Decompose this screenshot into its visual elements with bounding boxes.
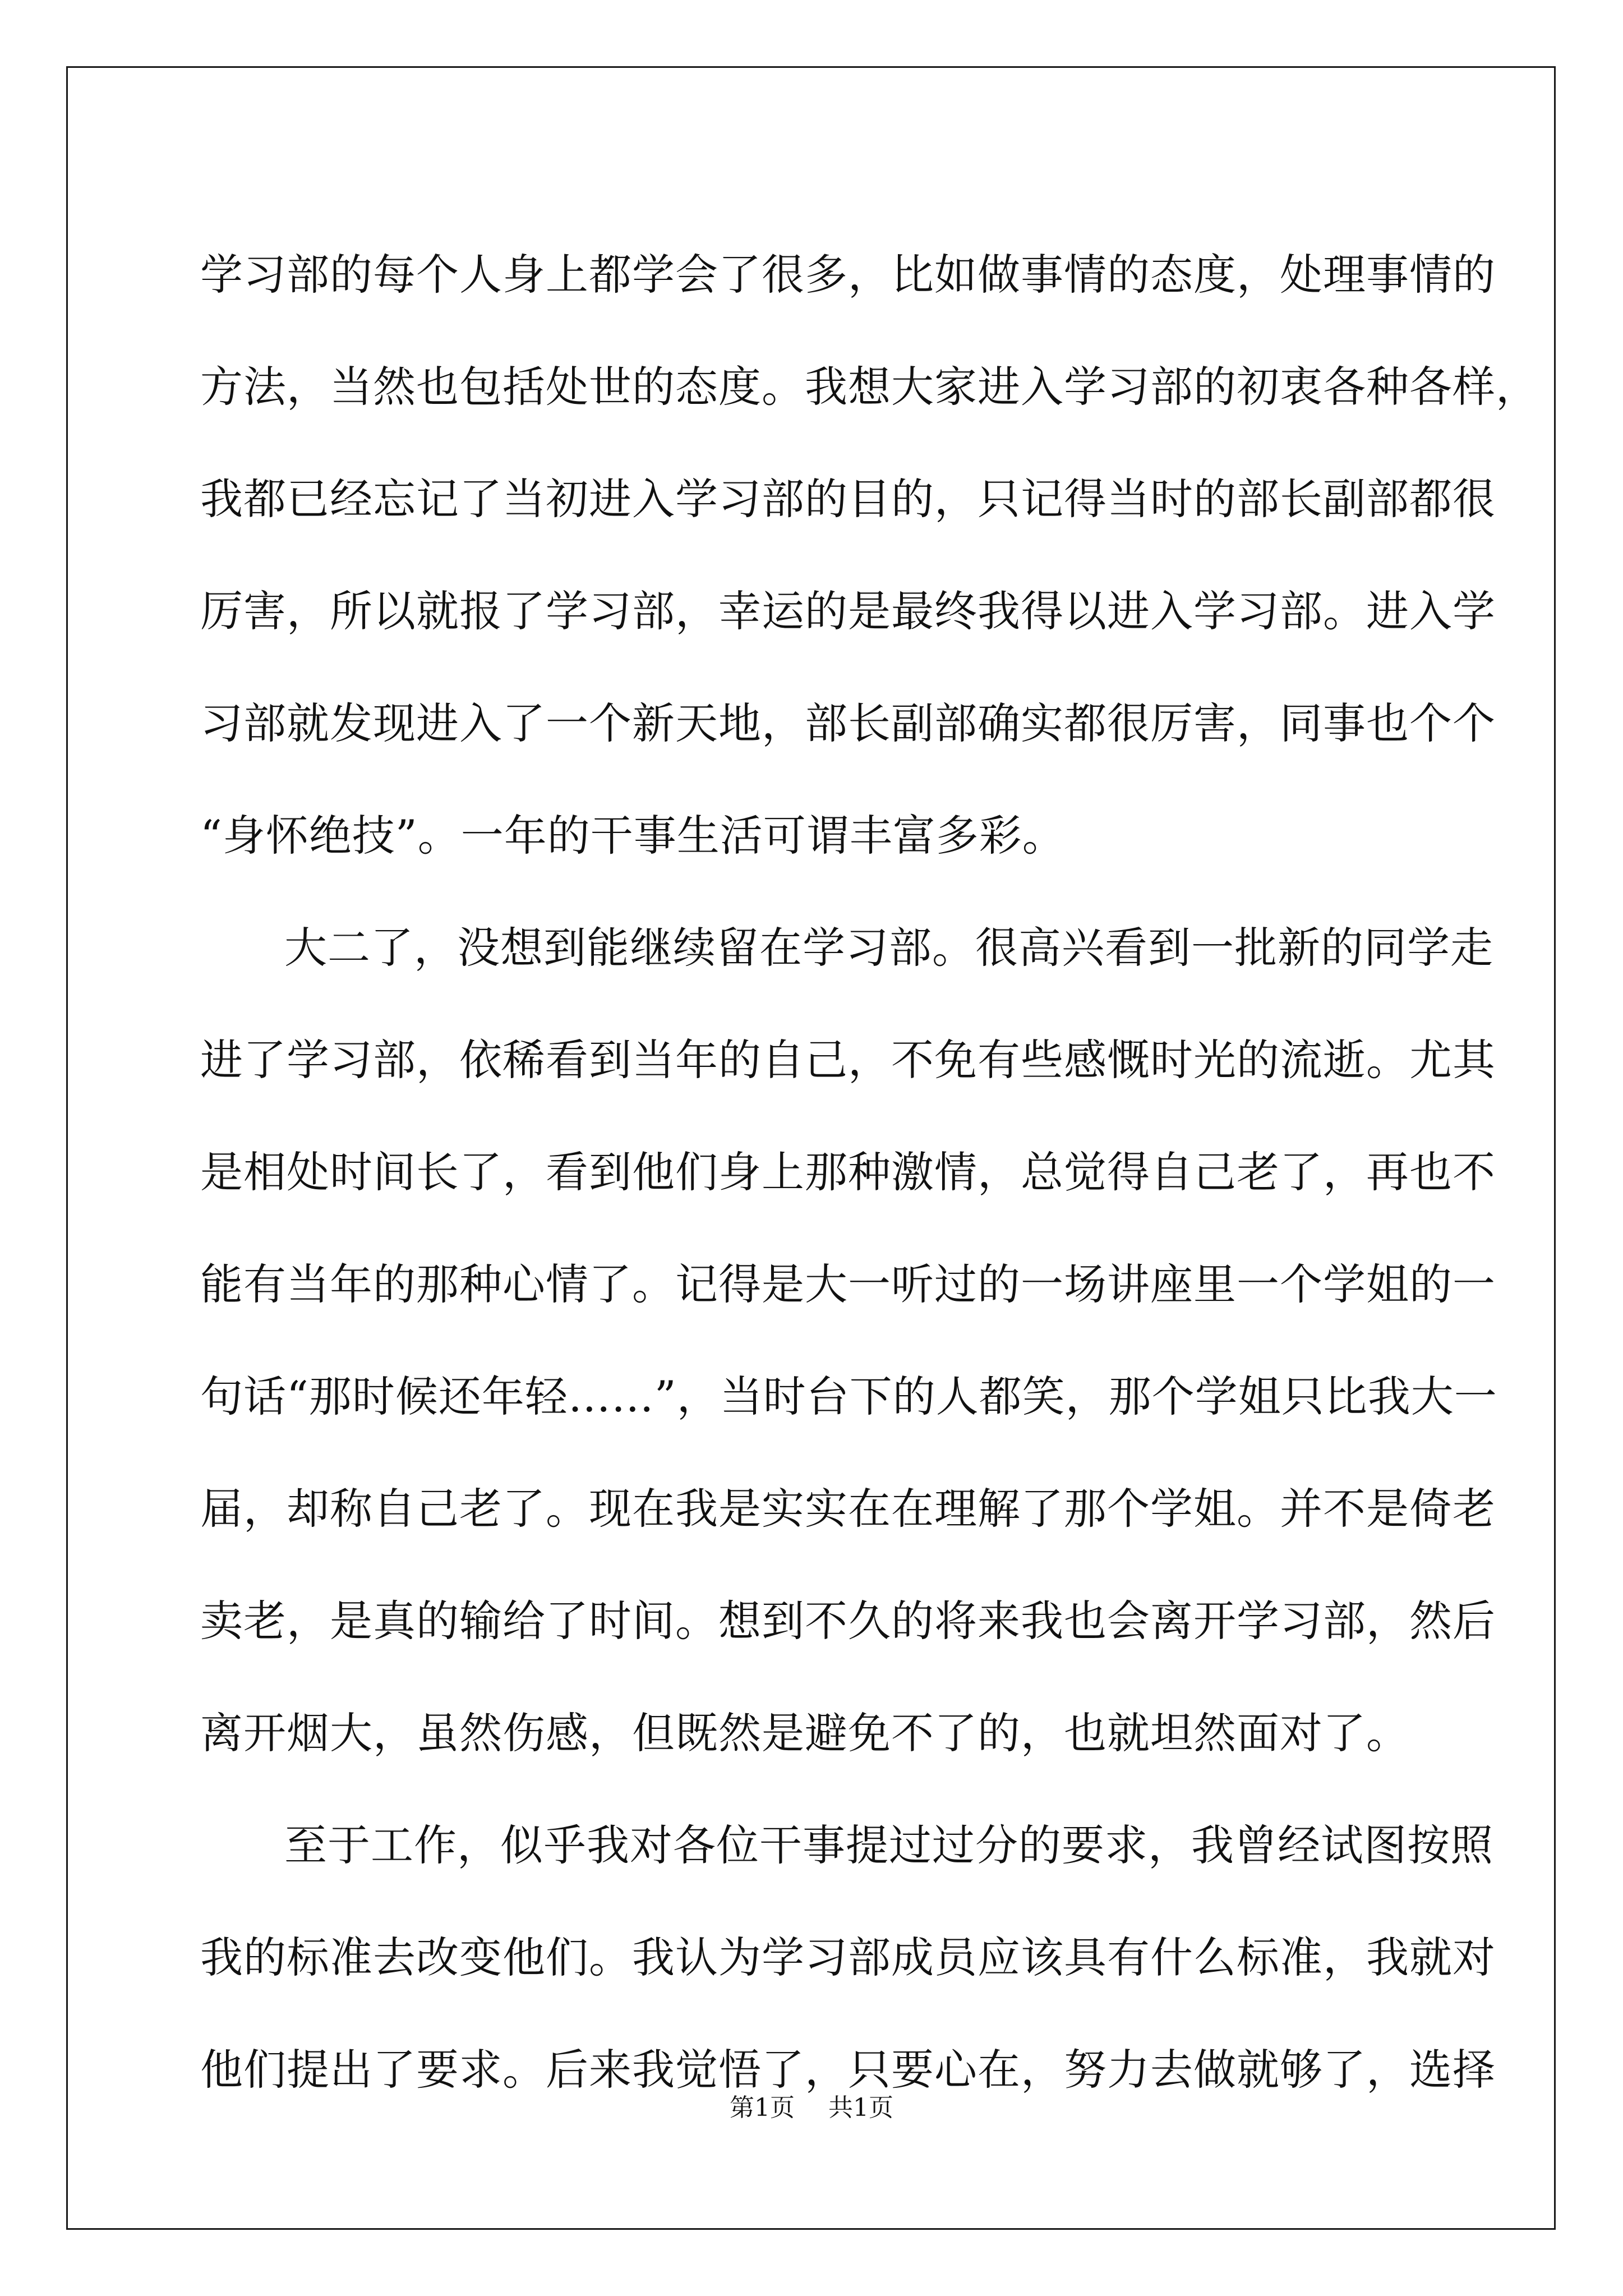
text-line-9: 是相处时间长了，看到他们身上那种激情，总觉得自己老了，再也不 (200, 1147, 1496, 1197)
text-line-15: 至于工作，似乎我对各位干事提过过分的要求，我曾经试图按照 (284, 1820, 1493, 1870)
text-line-3: 我都已经忘记了当初进入学习部的目的，只记得当时的部长副部都很 (200, 474, 1496, 524)
text-line-8: 进了学习部，依稀看到当年的自己，不免有些感慨时光的流逝。尤其 (200, 1035, 1496, 1085)
text-line-7: 大二了，没想到能继续留在学习部。很高兴看到一批新的同学走 (284, 923, 1493, 973)
text-line-16: 我的标准去改变他们。我认为学习部成员应该具有什么标准，我就对 (200, 1932, 1496, 1982)
text-line-1: 学习部的每个人身上都学会了很多，比如做事情的态度，处理事情的 (200, 250, 1496, 300)
text-line-5: 习部就发现进入了一个新天地，部长副部确实都很厉害，同事也个个 (200, 698, 1496, 748)
page-total: 共1页 (828, 2093, 893, 2122)
page-footer (0, 2091, 1623, 2125)
text-line-6: “身怀绝技”。一年的干事生活可谓丰富多彩。 (200, 811, 1066, 861)
text-line-11: 句话“那时候还年轻……”，当时台下的人都笑，那个学姐只比我大一 (200, 1372, 1497, 1421)
text-line-12: 届，却称自己老了。现在我是实实在在理解了那个学姐。并不是倚老 (200, 1484, 1496, 1534)
text-line-4: 厉害，所以就报了学习部，幸运的是最终我得以进入学习部。进入学 (200, 586, 1496, 636)
text-line-14: 离开烟大，虽然伤感，但既然是避免不了的，也就坦然面对了。 (200, 1708, 1409, 1758)
document-body (200, 219, 1539, 2126)
text-line-17: 他们提出了要求。后来我觉悟了，只要心在，努力去做就够了，选择 (200, 2045, 1496, 2095)
text-line-13: 卖老，是真的输给了时间。想到不久的将来我也会离开学习部，然后 (200, 1596, 1496, 1646)
text-line-2: 方法，当然也包括处世的态度。我想大家进入学习部的初衷各种各样， (200, 362, 1539, 412)
page-number: 第1页 (730, 2093, 795, 2122)
text-line-10: 能有当年的那种心情了。记得是大一听过的一场讲座里一个学姐的一 (200, 1259, 1496, 1309)
